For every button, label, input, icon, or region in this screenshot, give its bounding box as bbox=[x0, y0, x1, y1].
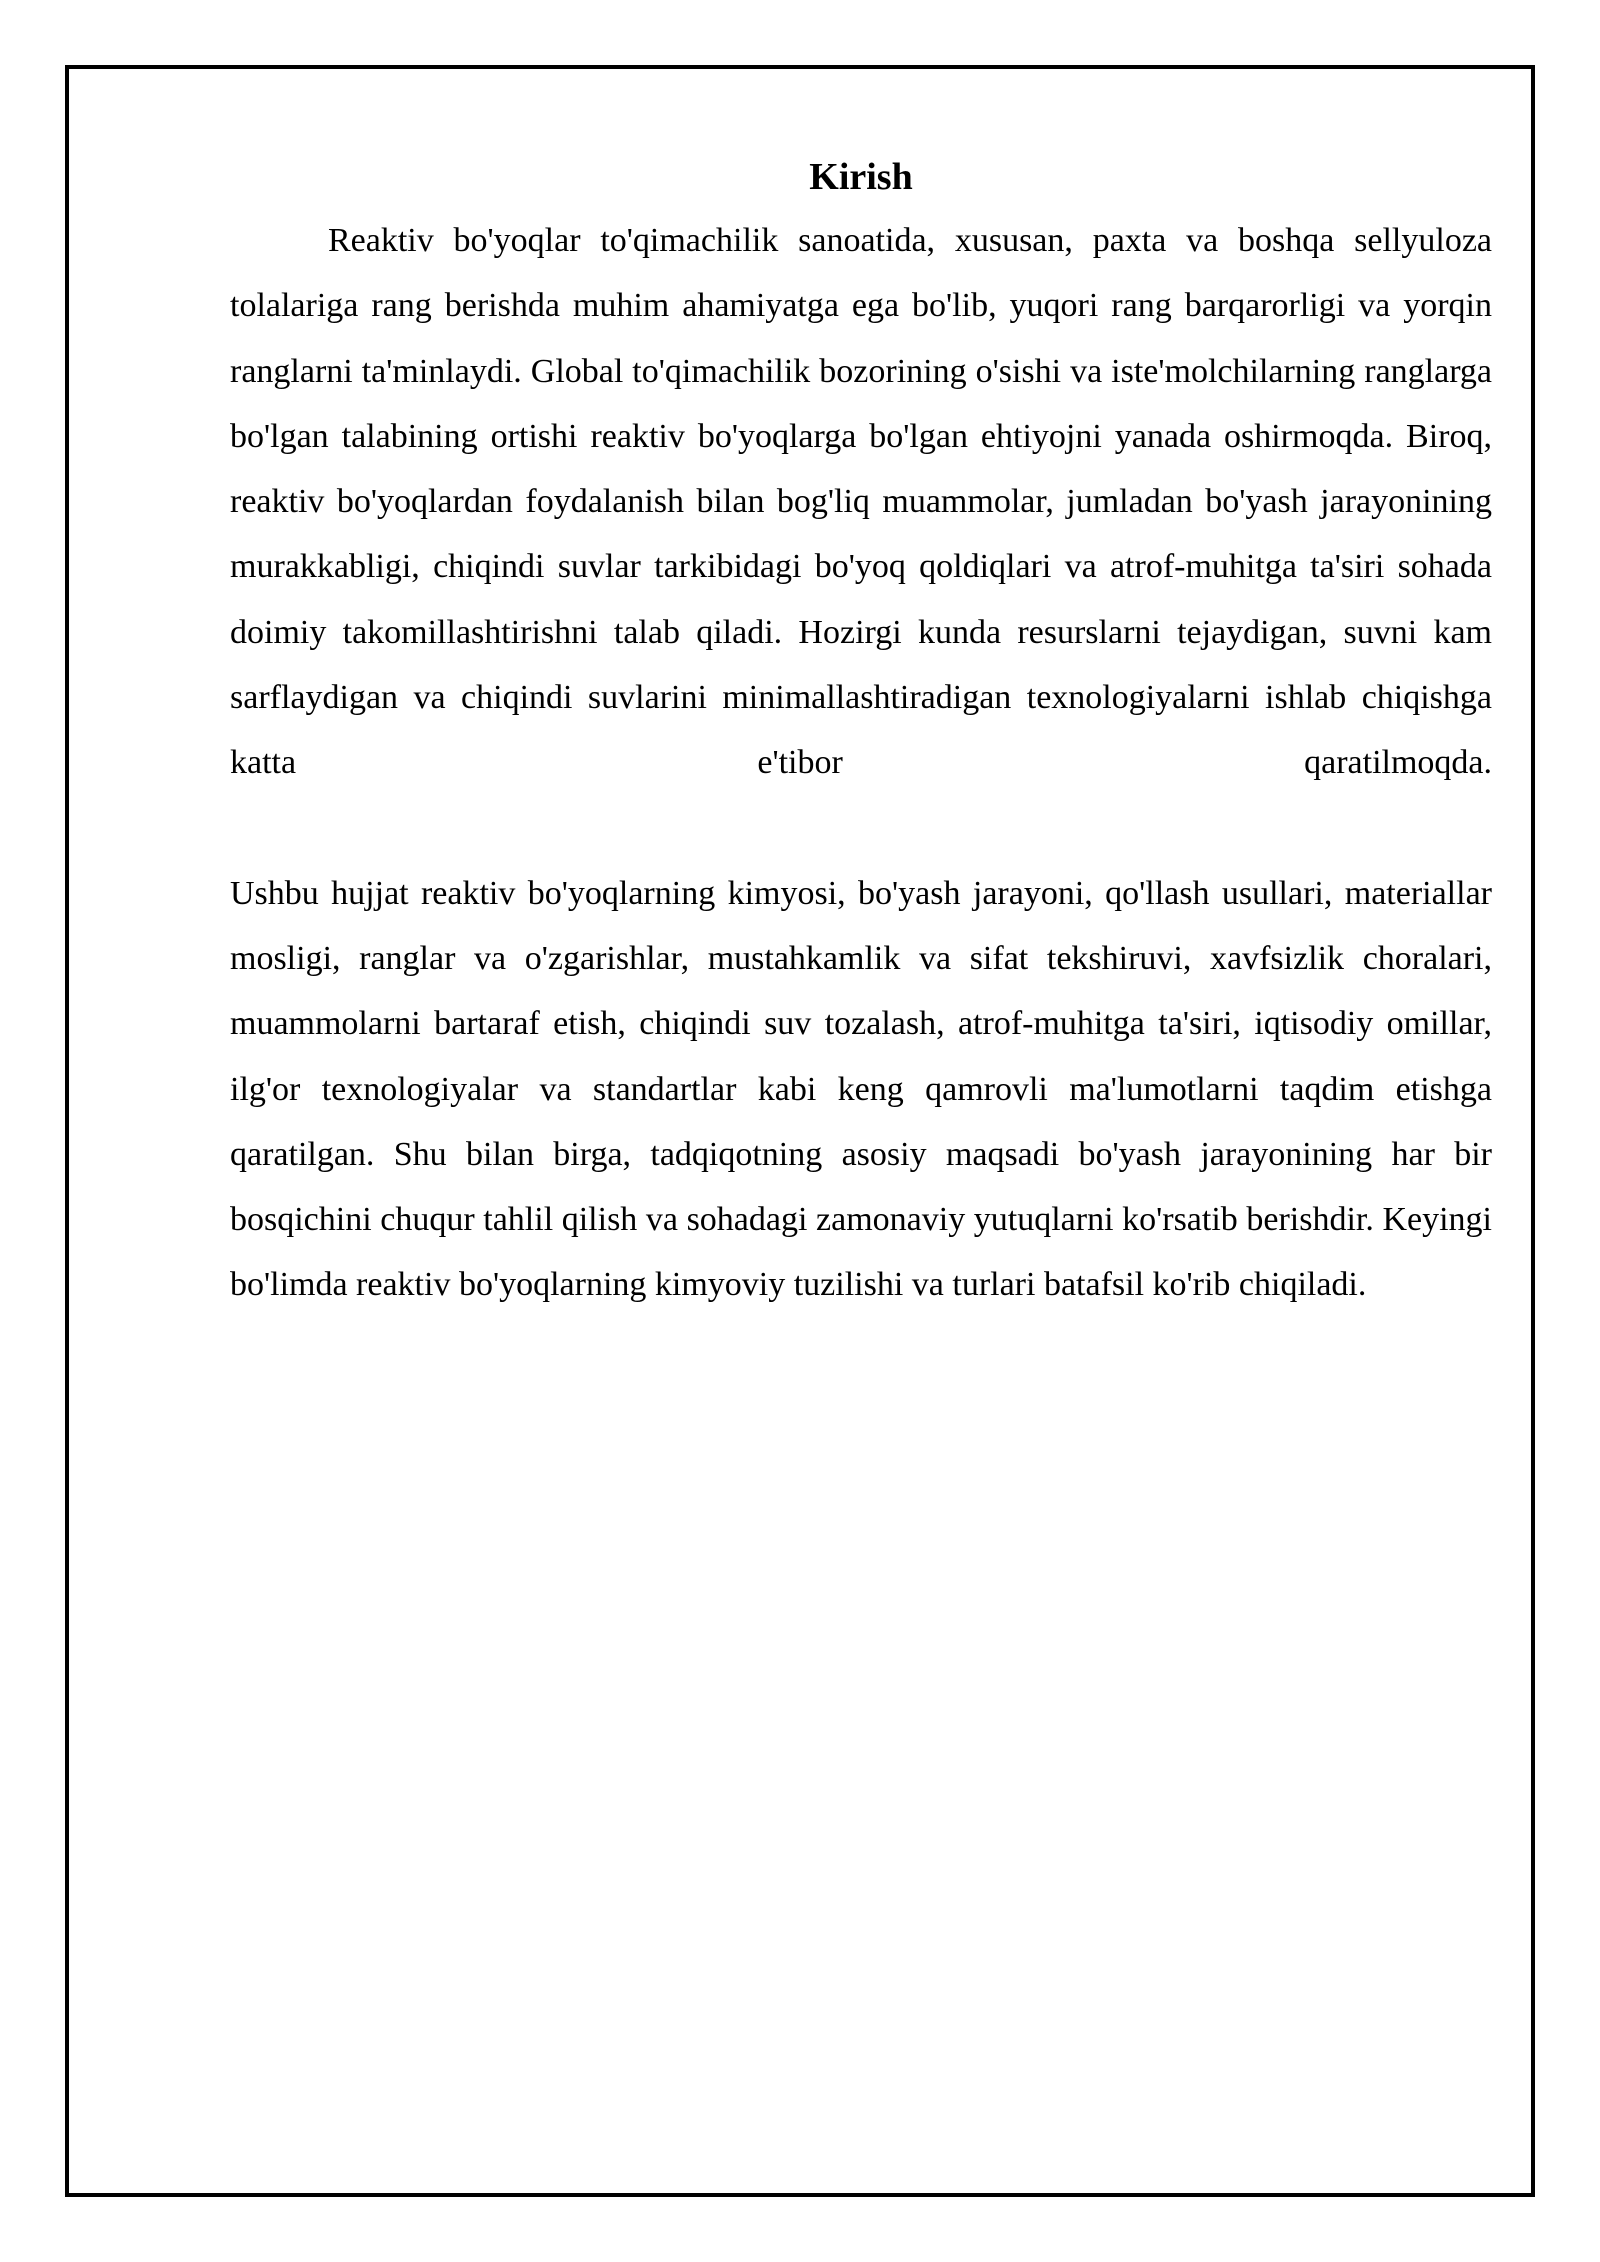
document-body bbox=[230, 150, 1492, 1318]
document-title: Kirish bbox=[809, 156, 913, 198]
intro-paragraph-1: Reaktiv bo'yoqlar to'qimachilik sanoatida, xususan, paxta va boshqa sellyuloza tolalariga rang berishda muhim ahamiyatga ega bo'lib, yuqori rang barqarorligi va yorqin ranglarni ta'minlaydi. Global to'qimachilik bozorining o'sishi va iste'molchilarning ranglarga bo'lgan talabining ortishi reaktiv bo'yoqlarga bo'lgan ehtiyojni yanada oshirmoqda. Biroq, reaktiv bo'yoqlardan foydalanish bilan bog'liq muammolar, jumladan bo'yash jarayonining murakkabligi, chiqindi suvlar tarkibidagi bo'yoq qoldiqlari va atrof-muhitga ta'siri sohada doimiy takomillashtirishni talab qiladi. Hozirgi kunda resurslarni tejaydigan, suvni kam sarflaydigan va chiqindi suvlarini minimallashtiradigan texnologiyalarni ishlab chiqishga katta e'tibor qaratilmoqda. bbox=[230, 222, 1492, 782]
intro-paragraph-2: Ushbu hujjat reaktiv bo'yoqlarning kimyosi, bo'yash jarayoni, qo'llash usullari, materiallar mosligi, ranglar va o'zgarishlar, mustahkamlik va sifat tekshiruvi, xavfsizlik choralari, muammolarni bartaraf etish, chiqindi suv tozalash, atrof-muhitga ta'siri, iqtisodiy omillar, ilg'or texnologiyalar va standartlar kabi keng qamrovli ma'lumotlarni taqdim etishga qaratilgan. Shu bilan birga, tadqiqotning asosiy maqsadi bo'yash jarayonining har bir bosqichini chuqur tahlil qilish va sohadagi zamonaviy yutuqlarni ko'rsatib berishdir. Keyingi bo'limda reaktiv bo'yoqlarning kimyoviy tuzilishi va turlari batafsil ko'rib chiqiladi. bbox=[230, 874, 1492, 1304]
